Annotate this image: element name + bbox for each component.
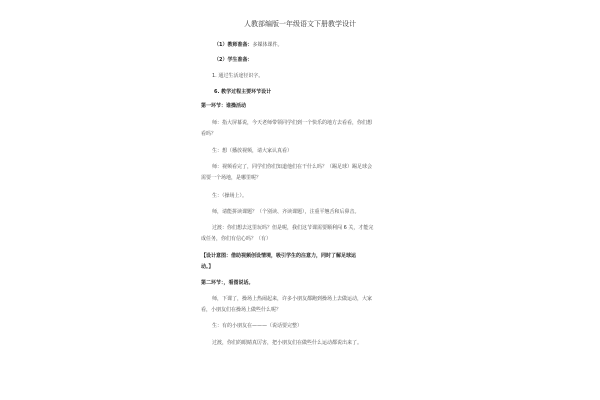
paragraph-4: 生：（操场上）。 — [212, 193, 248, 199]
design-intent-line-1: 【设计意图：借助视频创设情境，吸引学生的注意力，同时了解足球运 — [201, 253, 357, 259]
paragraph-1-line-2: 看吗？ — [201, 131, 217, 137]
step2-heading: 第二环节：，看图说话。 — [201, 280, 254, 286]
paragraph-8: 生：有的小朋友在———（说话要完整） — [212, 323, 303, 329]
teacher-prep-text: 多媒体课件。 — [252, 42, 283, 48]
paragraph-7-line-2: 看，小朋友们在操场上做些什么呢？ — [201, 307, 282, 313]
paragraph-6-line-1: 过渡：你们想去这里玩吗？但是呢，我们这节课需要顺利闯 6 关，才能完 — [212, 225, 374, 231]
paragraph-6-line-2: 成任务，你们有信心吗？（有） — [201, 236, 272, 242]
teacher-prep-label: （1）教师准备： — [214, 42, 253, 48]
paragraph-9: 过渡，你们的眼睛真厉害，把小朋友们在做些什么运动都说出来了。 — [212, 340, 363, 346]
document-title: 人教部编版一年级语文下册教学设计 — [244, 20, 356, 28]
paragraph-2: 生：想（播放视频，请大家认真看） — [212, 148, 293, 154]
paragraph-7-line-1: 师，下课了，操场上热闹起来，许多小朋友都跑到操场上去做运动，大家 — [212, 296, 373, 302]
paragraph-5: 师，请能拼读课题？（个别读、齐读课题），注重平翘舌和后鼻音。 — [212, 209, 360, 215]
design-intent-line-2: 动。】 — [201, 264, 214, 270]
section-heading: 6. 教学过程主要环节设计 — [214, 89, 272, 95]
paragraph-3-line-1: 师：视频看完了，同学们你们知道他们在干什么吗？（踢足球）踢足球会 — [212, 164, 373, 170]
teacher-prep-line — [214, 42, 283, 49]
paragraph-1-line-1: 师：指大屏幕说，今天老师带领同学们到一个快乐的地方去看看，你们想 — [212, 120, 373, 126]
paragraph-3-line-2: 需要一个场地，是哪里呢？ — [201, 175, 262, 181]
student-prep-label: （2）学生准备： — [214, 57, 253, 63]
step1-heading: 第一环节：谁操活动 — [201, 103, 247, 109]
student-prep-text: 1. 通过生活途径识字。 — [212, 73, 264, 79]
